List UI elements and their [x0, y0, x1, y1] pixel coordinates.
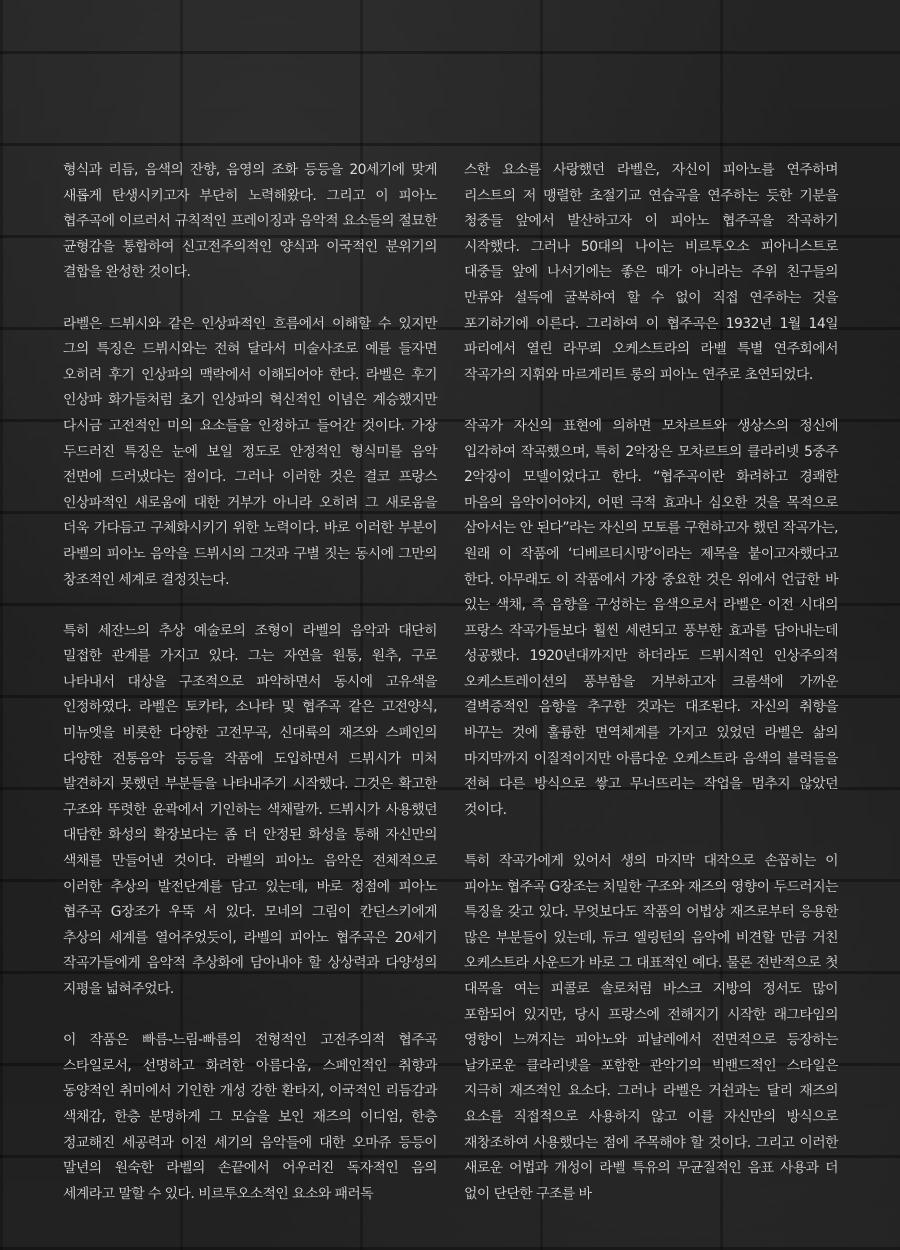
paragraph: 작곡가 자신의 표현에 의하면 모차르트와 생상스의 정신에 입각하여 작곡했으며, 특히 2악장은 모차르트의 클라리넷 5중주 2악장이 모델이었다고 한다. “협주곡이란 화려하고 경쾌한 마음의 음악이어야지, 어떤 극적 효과나 심오한 것을 목적으로 삼아서는 안 된다”라는 자신의 모토를 구현하고자 했던 작곡가는, 원래 이 작품에 ‘디베르티시망’이라는 제목을 붙이고자했다고 한다. 아무래도 이 작품에서 가장 중요한 것은 위에서 언급한 바 있는 색채, 즉 음향을 구성하는 음색으로서 라벨은 이전 시대의 프랑스 작곡가들보다 훨씬 세련되고 풍부한 효과를 담아내는데 성공했다. 1920년대까지만 하더라도 드뷔시적인 인상주의적 오케스트레이션의 풍부함을 거부하고자 크롬색에 가까운 결벽증적인 음향을 추구한 것과는 대조된다. 자신의 취향을 바꾸는 것에 훌륭한 면역체계를 가지고 있었던 라벨은 삶의 마지막까지 이질적이지만 아름다운 오케스트라 음색의 블럭들을 전혀 다른 방식으로 쌓고 무너뜨리는 작업을 멈추지 않았던 것이다. [464, 417, 838, 818]
article-body [63, 158, 838, 1233]
paragraph: 이 작품은 빠름-느림-빠름의 전형적인 고전주의적 협주곡 스타일로서, 선명하고 화려한 아름다움, 스페인적인 취향과 동양적인 취미에서 기인한 개성 강한 환타지, 이국적인 리듬감과 색채감, 한층 분명하게 그 모습을 보인 재즈의 이디엄, 한층 정교해진 세공력과 이전 세기의 음악들에 대한 오마쥬 등등이 말년의 원숙한 라벨의 손끝에서 어우러진 독자적인 음의 세계라고 말할 수 있다. 비르투오소적인 요소와 패러독 [63, 1032, 437, 1202]
paragraph: 특히 세잔느의 추상 예술로의 조형이 라벨의 음악과 대단히 밀접한 관계를 가지고 있다. 그는 자연을 원통, 원추, 구로 나타내서 대상을 구조적으로 파악하면서 동시에 고유색을 인정하였다. 라벨은 토카타, 소나타 및 협주곡 같은 고전양식, 미뉴엣을 비롯한 다양한 고전무곡, 신대륙의 재즈와 스페인의 다양한 전통음악 등등을 작품에 도입하면서 드뷔시가 미처 발견하지 못했던 부분들을 나타내주기 시작했다. 그것은 확고한 구조와 뚜렷한 윤곽에서 기인하는 색채랄까. 드뷔시가 사용했던 대담한 화성의 확장보다는 좀 더 안정된 화성을 통해 자신만의 색채를 만들어낸 것이다. 라벨의 피아노 음악은 전체적으로 이러한 추상의 발전단계를 담고 있는데, 바로 정점에 피아노 협주곡 G장조가 우뚝 서 있다. 모네의 그림이 칸딘스키에게 추상의 세계를 열어주었듯이, 라벨의 피아노 협주곡은 20세기 작곡가들에게 음악적 추상화에 담아내야 할 상상력과 다양성의 지평을 넓혀주었다. [63, 622, 437, 997]
paragraph: 형식과 리듬, 음색의 잔향, 음영의 조화 등등을 20세기에 맞게 새롭게 탄생시키고자 부단히 노력해왔다. 그리고 이 피아노 협주곡에 이르러서 규칙적인 프레이징과 음악적 요소들의 절묘한 균형감을 통합하여 신고전주의적인 양식과 이국적인 분위기의 결합을 완성한 것이다. [63, 162, 437, 281]
paragraph: 특히 작곡가에게 있어서 생의 마지막 대작으로 손꼽히는 이 피아노 협주곡 G장조는 치밀한 구조와 재즈의 영향이 두드러지는 특징을 갖고 있다. 무엇보다도 작품의 어법상 재즈로부터 응용한 많은 부분들이 있는데, 듀크 엘링턴의 음악에 비견할 만큼 거친 오케스트라 사운드가 바로 그 대표적인 예다. 물론 전반적으로 첫 대목을 여는 피콜로 솔로처럼 바스크 지방의 정서도 많이 포함되어 있지만, 당시 프랑스에 전해지기 시작한 래그타임의 영향이 느껴지는 피아노와 피날레에서 전면적으로 등장하는 날카로운 클라리넷을 포함한 관악기의 빅밴드적인 스타일은 지극히 재즈적인 요소다. 그러나 라벨은 거쉰과는 달리 재즈의 요소를 직접적으로 사용하지 않고 이를 자신만의 방식으로 재창조하여 사용했다는 점에 주목해야 할 것이다. 그리고 이러한 새로운 어법과 개성이 라벨 특유의 무균질적인 음표 사용과 더 없이 단단한 구조를 바 [464, 853, 838, 1202]
right-column [464, 158, 838, 1233]
left-column [63, 158, 437, 1233]
paragraph: 라벨은 드뷔시와 같은 인상파적인 흐름에서 이해할 수 있지만 그의 특징은 드뷔시와는 전혀 달라서 미술사조로 예를 들자면 오히려 후기 인상파의 맥락에서 이해되어야 한다. 라벨은 후기 인상파 화가들처럼 초기 인상파의 혁신적인 이념은 계승했지만 다시금 고전적인 미의 요소들을 인정하고 들어간 것이다. 가장 두드러진 특징은 눈에 보일 정도로 안정적인 형식미를 음악 전면에 드러냈다는 점이다. 그러나 이러한 것은 결코 프랑스 인상파적인 새로움에 대한 거부가 아니라 오히려 그 새로움을 더욱 가다듬고 구체화시키기 위한 노력이다. 바로 이러한 부분이 라벨의 피아노 음악을 드뷔시의 그것과 구별 짓는 동시에 그만의 창조적인 세계로 결정짓는다. [63, 315, 437, 588]
paragraph: 스한 요소를 사랑했던 라벨은, 자신이 피아노를 연주하며 리스트의 저 맹렬한 초절기교 연습곡을 연주하는 듯한 기분을 청중들 앞에서 발산하고자 이 피아노 협주곡을 작곡하기 시작했다. 그러나 50대의 나이는 비르투오소 피아니스트로 대중들 앞에 나서기에는 좋은 때가 아니라는 주위 친구들의 만류와 설득에 굴복하여 할 수 없이 직접 연주하는 것을 포기하기에 이른다. 그리하여 이 협주곡은 1932년 1월 14일 파리에서 열린 라무뢰 오케스트라의 라벨 특별 연주회에서 작곡가의 지휘와 마르게리트 롱의 피아노 연주로 초연되었다. [464, 162, 838, 383]
